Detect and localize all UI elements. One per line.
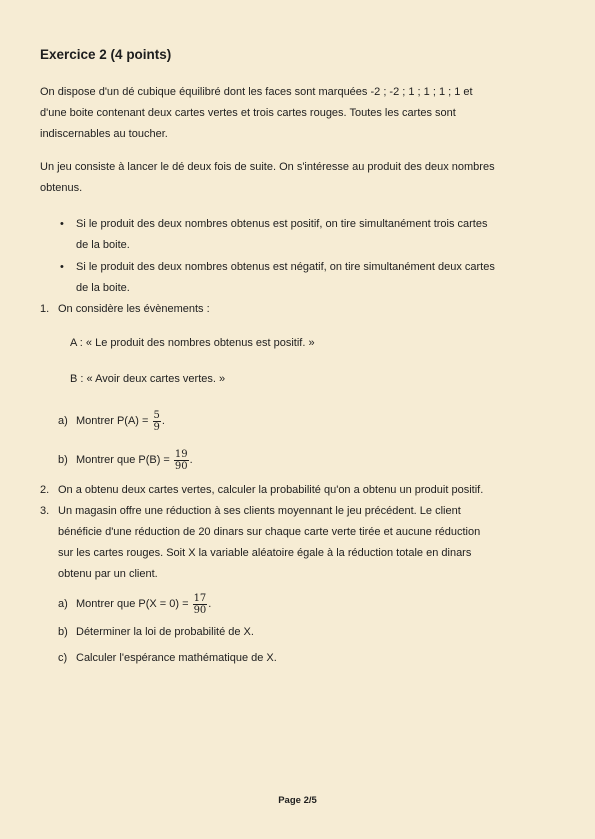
bullet-1-line-2: de la boite. — [76, 239, 130, 251]
q1a-text: Montrer P(A) = — [76, 415, 149, 427]
game-line-2: obtenus. — [40, 182, 83, 194]
q1b-period: . — [189, 454, 193, 466]
bullet-2-line-1: Si le produit des deux nombres obtenus est négatif, on tire simultanément deux cartes — [76, 261, 495, 273]
q3a-denominator: 90 — [193, 604, 207, 616]
bullet-1-line-1: Si le produit des deux nombres obtenus est positif, on tire simultanément trois cartes — [76, 218, 488, 230]
q3-line-3: sur les cartes rouges. Soit X la variable aléatoire égale à la réduction totale en dinars — [58, 547, 472, 559]
q3a-period: . — [208, 598, 212, 610]
q3c-label: c) — [58, 652, 68, 664]
q1b-numerator: 19 — [174, 448, 188, 460]
q1a-period: . — [161, 415, 165, 427]
q1b-label: b) — [58, 454, 68, 466]
q3a-statement — [76, 587, 211, 622]
bullet-2-line-2: de la boite. — [76, 282, 130, 294]
q2-text: On a obtenu deux cartes vertes, calculer la probabilité qu'on a obtenu un produit positif. — [58, 484, 484, 496]
q1-number: 1. — [40, 303, 50, 315]
intro-line-1: On dispose d'un dé cubique équilibré dont les faces sont marquées -2 ; -2 ; 1 ; 1 ; 1 ; 1 et — [40, 86, 473, 98]
event-b: B : « Avoir deux cartes vertes. » — [70, 373, 226, 385]
q1a-numerator: 5 — [153, 409, 160, 421]
q1a-fraction — [153, 410, 161, 433]
bullet-dot-2: • — [60, 261, 64, 273]
page-number: Page 2/5 — [278, 795, 317, 806]
q3-line-2: bénéficie d'une réduction de 20 dinars sur chaque carte verte tirée et aucune réduction — [58, 526, 481, 538]
q3-number: 3. — [40, 505, 50, 517]
exercise-title: Exercice 2 (4 points) — [40, 47, 172, 62]
q2-number: 2. — [40, 484, 50, 496]
q3c-text: Calculer l'espérance mathématique de X. — [76, 652, 277, 664]
intro-line-2: d'une boite contenant deux cartes vertes et trois cartes rouges. Toutes les cartes sont — [40, 107, 456, 119]
q1b-statement — [76, 443, 193, 478]
q1a-label: a) — [58, 415, 68, 427]
q3-line-4: obtenu par un client. — [58, 568, 158, 580]
intro-line-3: indiscernables au toucher. — [40, 128, 168, 140]
q1-text: On considère les évènements : — [58, 303, 210, 315]
q3a-fraction — [193, 593, 208, 616]
q3a-numerator: 17 — [193, 592, 207, 604]
q3b-label: b) — [58, 626, 68, 638]
q3a-label: a) — [58, 598, 68, 610]
q3a-text: Montrer que P(X = 0) = — [76, 598, 189, 610]
q3-line-1: Un magasin offre une réduction à ses clients moyennant le jeu précédent. Le client — [58, 505, 461, 517]
q1b-fraction — [174, 449, 189, 472]
bullet-dot-1: • — [60, 218, 64, 230]
q1a-denominator: 9 — [153, 421, 160, 433]
q3b-text: Déterminer la loi de probabilité de X. — [76, 626, 254, 638]
game-line-1: Un jeu consiste à lancer le dé deux fois de suite. On s'intéresse au produit des deux nombres — [40, 161, 495, 173]
q1b-denominator: 90 — [174, 460, 188, 472]
event-a: A : « Le produit des nombres obtenus est positif. » — [70, 337, 315, 349]
q1a-statement — [76, 404, 165, 439]
q1b-text: Montrer que P(B) = — [76, 454, 170, 466]
